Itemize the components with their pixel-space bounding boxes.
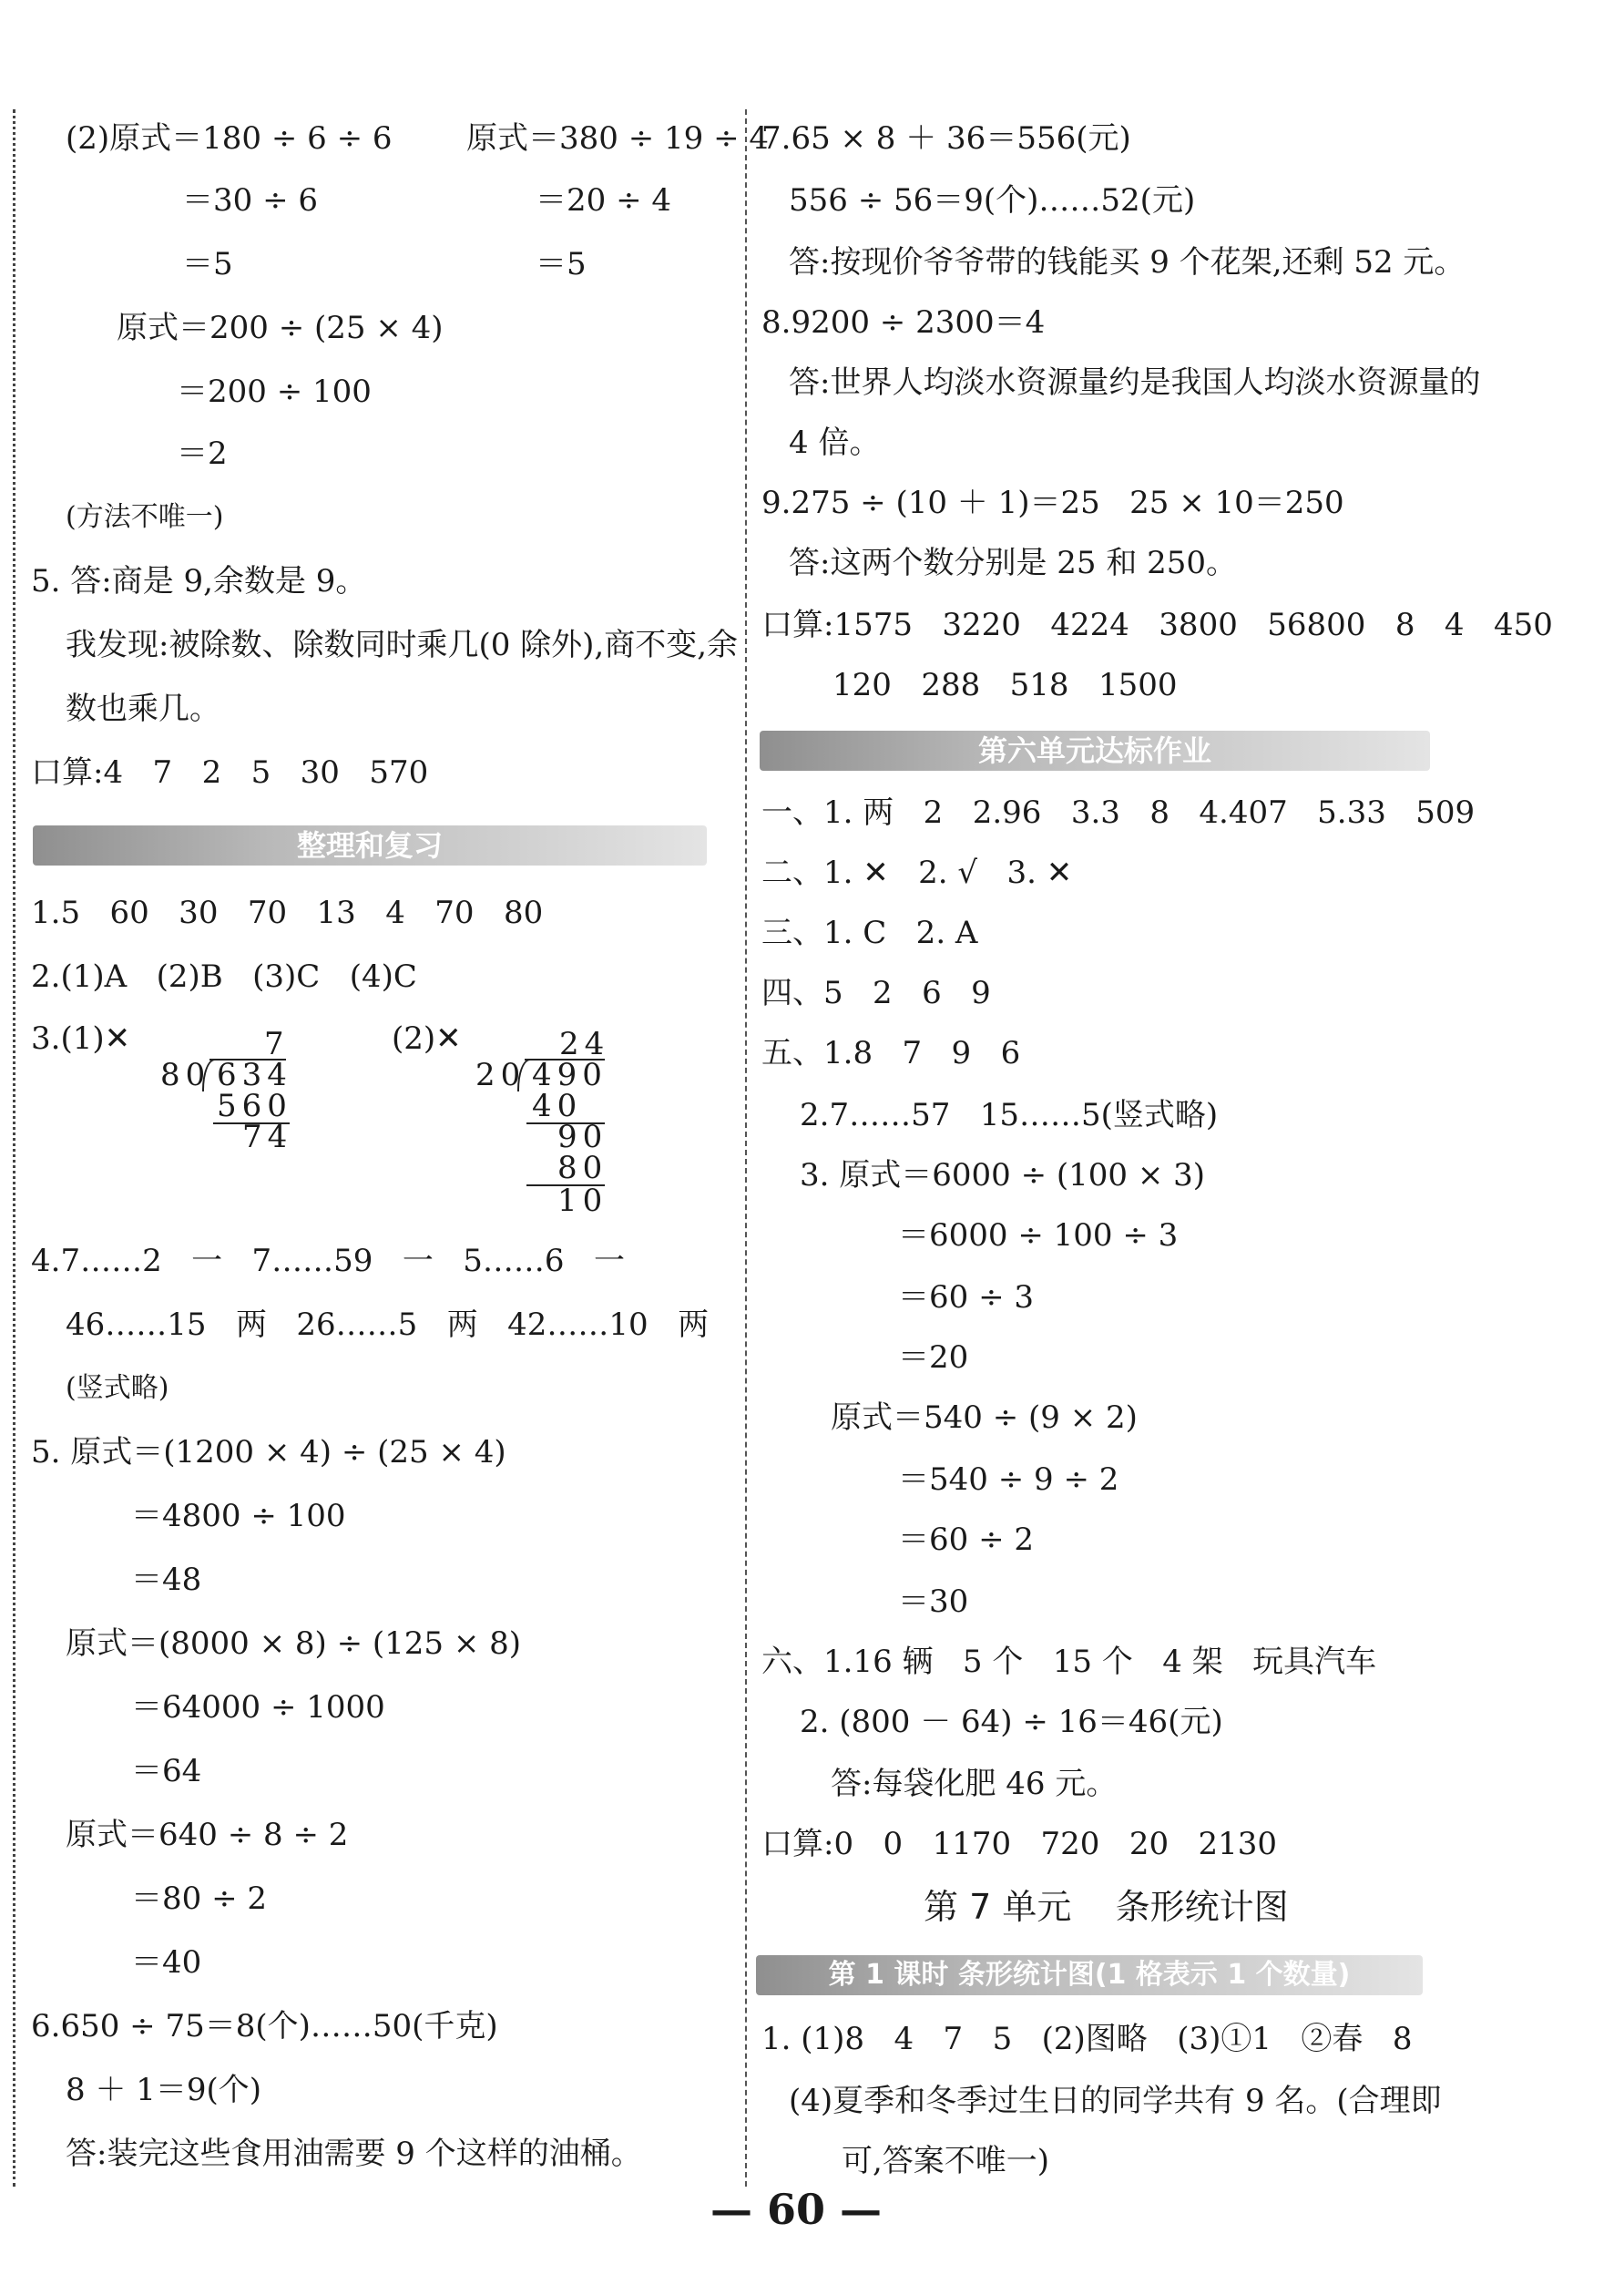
answer-line: 三、1. C 2. A: [761, 915, 978, 951]
answer-line: 2.7……57 15……5(竖式略): [800, 1097, 1219, 1133]
answer-line: 原式＝(8000 × 8) ÷ (125 × 8): [66, 1625, 522, 1662]
mental-math-line: 口算:1575 3220 4224 3800 56800 8 4 450: [761, 607, 1553, 643]
answer-line: 556 ÷ 56＝9(个)……52(元): [789, 182, 1196, 219]
answer-line: 原式＝200 ÷ (25 × 4): [117, 310, 444, 346]
answer-line: 5. 原式＝(1200 × 4) ÷ (25 × 4): [31, 1434, 506, 1470]
partial-product: 560: [217, 1088, 292, 1124]
section-band-unit6: 第六单元达标作业: [760, 731, 1430, 771]
answer-line: 3.(1)✕: [31, 1020, 131, 1057]
dividend: 634: [217, 1057, 292, 1093]
answer-line: 答:这两个数分别是 25 和 250。: [789, 545, 1238, 581]
divisor: 20: [475, 1057, 526, 1093]
answer-line: 答:世界人均淡水资源量约是我国人均淡水资源量的: [789, 364, 1481, 401]
answer-line: 4.7……2 一 7……59 一 5……6 一: [31, 1243, 625, 1279]
partial-product: 40: [532, 1088, 583, 1124]
answer-line: 五、1.8 7 9 6: [761, 1035, 1021, 1071]
answer-line: 5. 答:商是 9,余数是 9。: [31, 563, 367, 599]
page-number: — 60 —: [710, 2185, 883, 2234]
answer-line: (4)夏季和冬季过生日的同学共有 9 名。(合理即: [789, 2083, 1442, 2119]
answer-line: ＝4800 ÷ 100: [131, 1498, 346, 1534]
answer-line: 我发现:被除数、除数同时乘几(0 除外),商不变,余: [66, 627, 739, 663]
answer-line: 四、5 2 6 9: [761, 975, 991, 1011]
answer-line: 3. 原式＝6000 ÷ (100 × 3): [800, 1157, 1206, 1194]
answer-line: ＝48: [131, 1562, 202, 1598]
section-band-lesson1: 第 1 课时 条形统计图(1 格表示 1 个数量): [756, 1955, 1423, 1995]
answer-line: 六、1.16 辆 5 个 15 个 4 架 玩具汽车: [761, 1644, 1377, 1680]
answer-line: ＝30: [898, 1583, 969, 1620]
partial-product: 80: [557, 1150, 608, 1186]
mental-math-line: 口算:4 7 2 5 30 570: [31, 754, 429, 791]
answer-line: 46……15 两 26……5 两 42……10 两: [66, 1306, 710, 1343]
answer-line: ＝64: [131, 1753, 202, 1789]
answer-line: ＝540 ÷ 9 ÷ 2: [898, 1461, 1119, 1498]
mental-math-line: 口算:0 0 1170 720 20 2130: [761, 1826, 1278, 1862]
mental-math-line: 120 288 518 1500: [832, 667, 1178, 703]
section-band-review: 整理和复习: [33, 825, 707, 866]
answer-line: ＝200 ÷ 100: [177, 374, 372, 410]
answer-line: ＝60 ÷ 2: [898, 1522, 1034, 1558]
answer-line: ＝20 ÷ 4: [536, 182, 671, 219]
answer-line: 原式＝540 ÷ (9 × 2): [831, 1399, 1138, 1436]
answer-line: 2. (800 － 64) ÷ 16＝46(元): [800, 1704, 1223, 1740]
answer-line: ＝2: [177, 435, 228, 472]
partial-remainder: 90: [557, 1119, 608, 1155]
answer-line: ＝5: [182, 246, 233, 282]
answer-line: 答:装完这些食用油需要 9 个这样的油桶。: [66, 2136, 642, 2172]
answer-line: ＝64000 ÷ 1000: [131, 1689, 385, 1726]
answer-line: 可,答案不唯一): [842, 2143, 1050, 2179]
divisor: 80: [160, 1057, 211, 1093]
note-line: (方法不唯一): [66, 501, 224, 533]
answer-line: ＝40: [131, 1944, 202, 1981]
remainder: 74: [242, 1119, 293, 1155]
answer-line: 8 ＋ 1＝9(个): [66, 2072, 262, 2108]
quotient: 24: [559, 1026, 610, 1062]
left-margin-dots: [13, 109, 15, 2187]
answer-line: 答:每袋化肥 46 元。: [831, 1766, 1118, 1802]
answer-line: 一、1. 两 2 2.96 3.3 8 4.407 5.33 509: [761, 794, 1476, 831]
column-divider: [745, 109, 747, 2187]
answer-line: ＝6000 ÷ 100 ÷ 3: [898, 1217, 1179, 1254]
note-line: (竖式略): [66, 1372, 169, 1404]
answer-line: 9.275 ÷ (10 ＋ 1)＝25 25 × 10＝250: [761, 485, 1344, 521]
answer-line: 二、1. ✕ 2. √ 3. ✕: [761, 855, 1073, 891]
remainder: 10: [557, 1183, 608, 1219]
quotient: 7: [264, 1026, 290, 1062]
answer-line: 数也乘几。: [66, 691, 220, 727]
answer-line: 答:按现价爷爷带的钱能买 9 个花架,还剩 52 元。: [789, 244, 1466, 281]
answer-line: ＝20: [898, 1339, 969, 1376]
unit-heading: 第 7 单元 条形统计图: [924, 1887, 1289, 1927]
answer-line: 4 倍。: [789, 425, 881, 461]
answer-line: (2)原式＝180 ÷ 6 ÷ 6: [66, 120, 393, 157]
answer-line: 1.5 60 30 70 13 4 70 80: [31, 895, 544, 931]
answer-line: 2.(1)A (2)B (3)C (4)C: [31, 958, 417, 995]
answer-line: 7.65 × 8 ＋ 36＝556(元): [761, 120, 1131, 157]
answer-line: 6.650 ÷ 75＝8(个)……50(千克): [31, 2008, 498, 2044]
answer-line: ＝5: [536, 246, 587, 282]
answer-line: 8.9200 ÷ 2300＝4: [761, 304, 1046, 341]
answer-line: (2)✕: [392, 1020, 462, 1057]
answer-line: 原式＝380 ÷ 19 ÷ 4: [466, 120, 769, 157]
answer-line: 原式＝640 ÷ 8 ÷ 2: [66, 1817, 349, 1853]
answer-line: 1. (1)8 4 7 5 (2)图略 (3)①1 ②春 8: [761, 2021, 1413, 2057]
dividend: 490: [532, 1057, 608, 1093]
answer-line: ＝80 ÷ 2: [131, 1880, 267, 1917]
answer-line: ＝30 ÷ 6: [182, 182, 318, 219]
answer-line: ＝60 ÷ 3: [898, 1279, 1034, 1316]
